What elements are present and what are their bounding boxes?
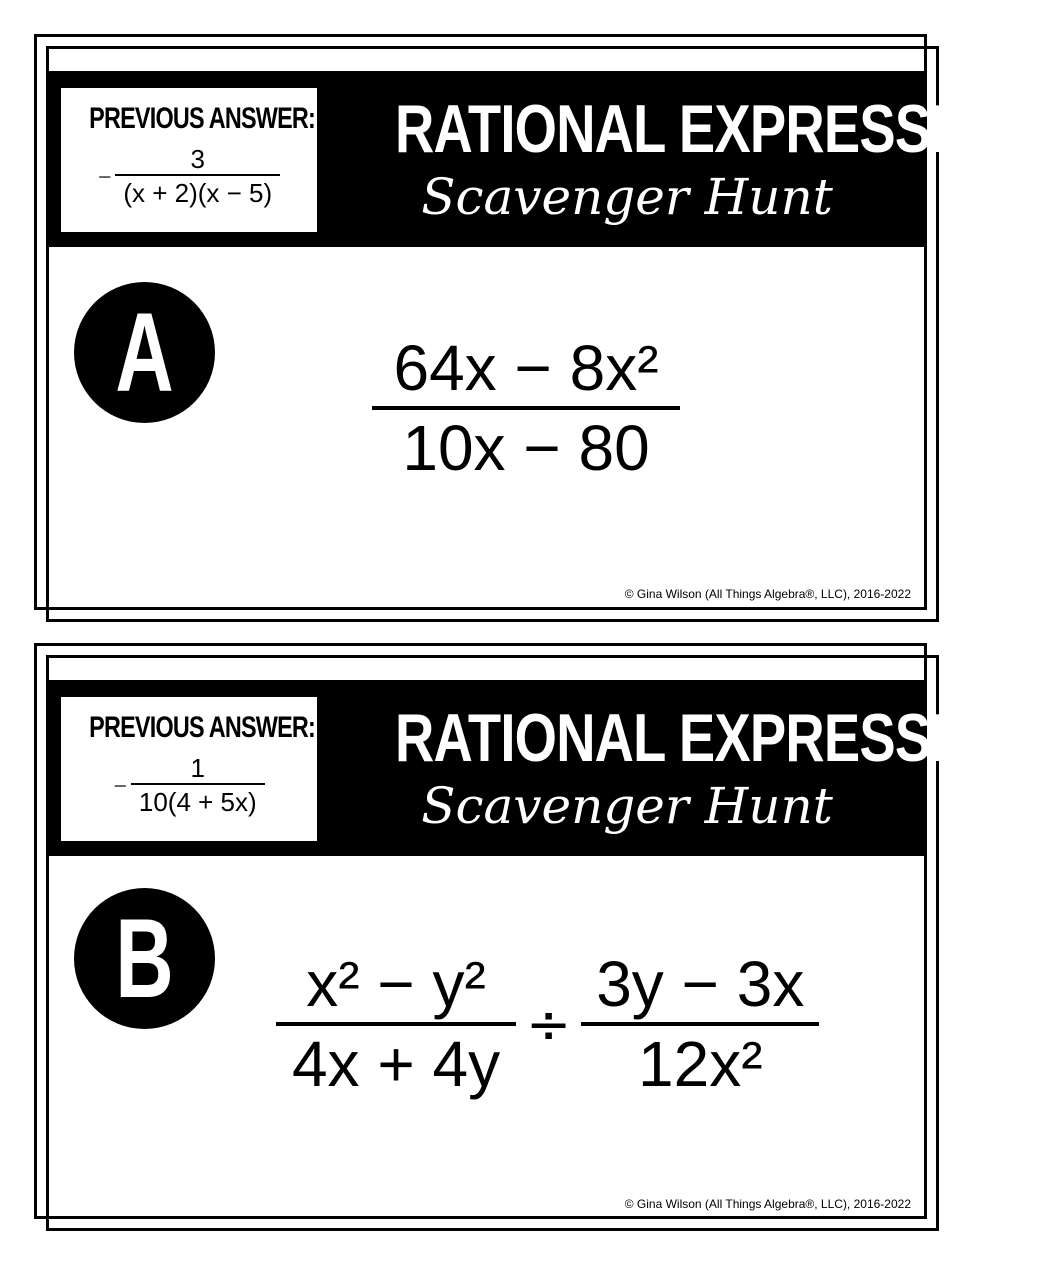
division-operator: ÷ <box>526 992 572 1056</box>
problem-numerator: 64x − 8x² <box>393 332 659 404</box>
problem-fraction <box>372 330 680 486</box>
card-b-title: RATIONAL EXPRESSIONS <box>395 700 1060 776</box>
right-denominator: 12x² <box>638 1028 763 1100</box>
card-letter: B <box>115 895 174 1021</box>
card-b-letter-badge <box>74 888 215 1029</box>
card-letter: A <box>115 289 174 415</box>
copyright-text: © Gina Wilson (All Things Algebra®, LLC), 2016-2022 <box>624 587 911 601</box>
card-b-subtitle: Scavenger Hunt <box>421 777 833 835</box>
previous-answer-numerator: 1 <box>190 753 205 783</box>
previous-answer-expression <box>61 753 317 819</box>
left-numerator: x² − y² <box>306 948 486 1020</box>
left-denominator: 4x + 4y <box>291 1028 501 1100</box>
card-a-letter-badge <box>74 282 215 423</box>
previous-answer-sign: − <box>113 773 127 800</box>
previous-answer-label: PREVIOUS ANSWER: <box>89 102 316 135</box>
copyright-text: © Gina Wilson (All Things Algebra®, LLC), 2016-2022 <box>624 1197 911 1211</box>
previous-answer-sign: − <box>97 164 112 191</box>
previous-answer-denominator: (x + 2)(x − 5) <box>123 178 273 208</box>
previous-answer-fraction <box>131 753 265 819</box>
card-a-previous-answer-box <box>61 88 317 232</box>
card-a-title: RATIONAL EXPRESSIONS <box>395 91 1060 167</box>
card-a-header <box>47 71 1060 247</box>
card-b-previous-answer-box <box>61 697 317 841</box>
previous-answer-label: PREVIOUS ANSWER: <box>89 711 316 744</box>
previous-answer-denominator: 10(4 + 5x) <box>138 787 257 817</box>
previous-answer-expression <box>61 144 317 210</box>
right-numerator: 3y − 3x <box>596 948 805 1020</box>
previous-answer-fraction <box>115 144 280 210</box>
card-b-problem <box>276 946 819 1102</box>
card-a-subtitle: Scavenger Hunt <box>421 168 833 226</box>
left-fraction <box>276 946 516 1102</box>
right-fraction <box>581 946 819 1102</box>
card-b-header <box>47 680 1060 856</box>
problem-denominator: 10x − 80 <box>402 412 650 484</box>
card-a-problem <box>372 330 680 486</box>
previous-answer-numerator: 3 <box>190 144 205 174</box>
